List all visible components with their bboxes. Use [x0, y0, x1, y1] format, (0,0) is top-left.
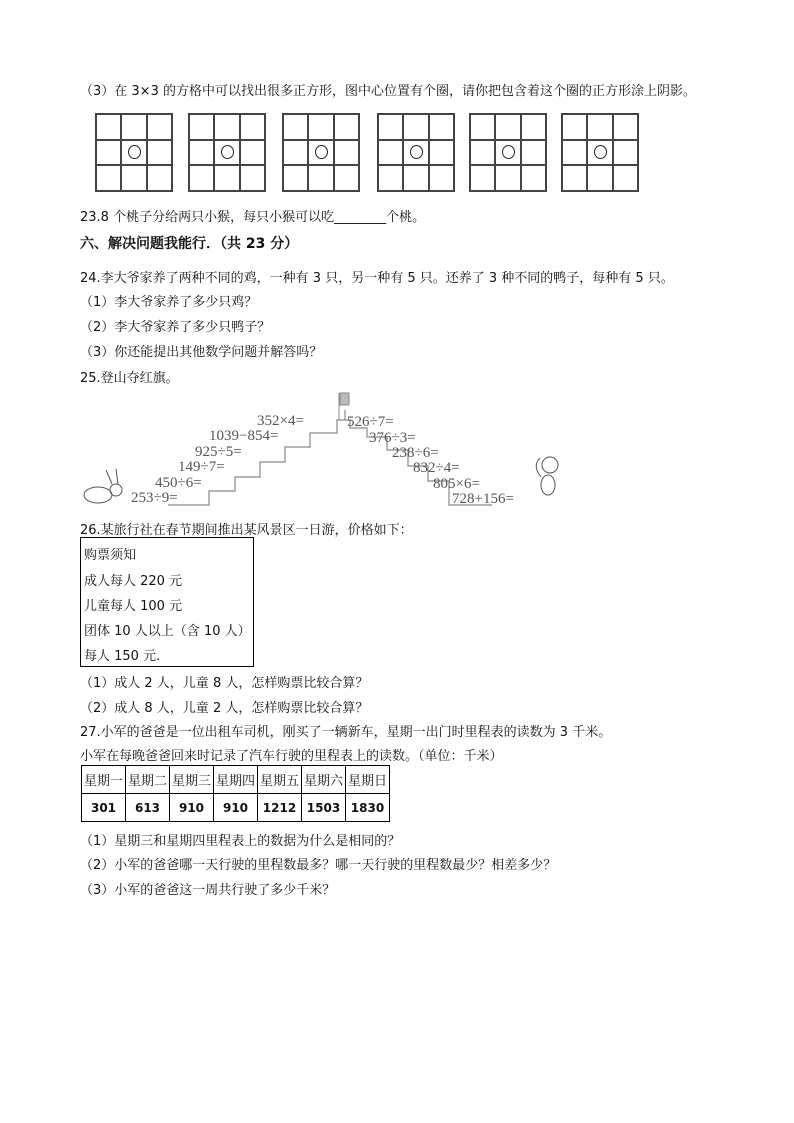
grid-cell[interactable]: [470, 114, 495, 140]
notice-line: 团体 10 人以上（含 10 人）: [84, 624, 251, 639]
grid-cell[interactable]: [587, 165, 612, 191]
grid-cell[interactable]: [562, 140, 587, 166]
grid-cell[interactable]: [521, 114, 546, 140]
grid-cell[interactable]: [429, 114, 454, 140]
question-27: 27.小军的爸爸是一位出租车司机，刚买了一辆新车，星期一出门时里程表的读数为 3 千米。: [80, 725, 612, 740]
grid-3x3[interactable]: [469, 113, 547, 192]
equation: 352×4=: [257, 413, 304, 429]
center-circle-cell[interactable]: [587, 140, 612, 166]
grid-3x3[interactable]: [95, 113, 173, 192]
grid-3x3[interactable]: [377, 113, 455, 192]
grid-cell[interactable]: [334, 114, 359, 140]
notice-line: 每人 150 元．: [84, 649, 170, 664]
grid-cell[interactable]: [378, 140, 403, 166]
equation: 1039−854=: [209, 428, 279, 444]
grid-cell[interactable]: [403, 114, 428, 140]
section-6-title: 六、解决问题我能行．（共 23 分）: [80, 236, 299, 252]
day-header: 星期五: [258, 766, 302, 794]
grid-cell[interactable]: [214, 165, 239, 191]
question-24: 24.李大爷家养了两种不同的鸡，一种有 3 只，另一种有 5 只。还养了 3 种不同的鸭子，每种有 5 只。: [80, 271, 674, 286]
grid-cell[interactable]: [121, 114, 146, 140]
grid-cell[interactable]: [240, 140, 265, 166]
grid-cell[interactable]: [378, 165, 403, 191]
grid-cell[interactable]: [429, 140, 454, 166]
grid-cell[interactable]: [613, 140, 638, 166]
equation: 925÷5=: [195, 444, 242, 460]
day-header: 星期一: [82, 766, 126, 794]
ticket-notice-box: [80, 537, 254, 667]
grid-cell[interactable]: [495, 114, 520, 140]
odometer-value: 613: [126, 794, 170, 822]
equation: 149÷7=: [178, 459, 225, 475]
grid-cell[interactable]: [587, 114, 612, 140]
notice-line: 购票须知: [84, 548, 137, 563]
grid-cell[interactable]: [240, 114, 265, 140]
day-header: 星期二: [126, 766, 170, 794]
grid-cell[interactable]: [521, 140, 546, 166]
grid-cell[interactable]: [308, 114, 333, 140]
grid-cell[interactable]: [308, 165, 333, 191]
grid-cell[interactable]: [470, 165, 495, 191]
day-header: 星期三: [170, 766, 214, 794]
grid-cell[interactable]: [189, 114, 214, 140]
question-25: 25.登山夺红旗。: [80, 371, 179, 386]
grid-cell[interactable]: [613, 165, 638, 191]
grid-3x3[interactable]: [282, 113, 360, 192]
grid-cell[interactable]: [562, 165, 587, 191]
question-27-stem2: 小军在每晚爸爸回来时记录了汽车行驶的里程表上的读数。（单位：千米）: [80, 749, 503, 764]
grid-3x3[interactable]: [188, 113, 266, 192]
notice-line: 儿童每人 100 元: [84, 599, 183, 614]
equation: 450÷6=: [155, 475, 202, 491]
day-header: 星期日: [346, 766, 390, 794]
grid-cell[interactable]: [96, 140, 121, 166]
grid-cell[interactable]: [613, 114, 638, 140]
question-27-3: （3）小军的爸爸这一周共行驶了多少千米？: [80, 883, 336, 898]
grid-cell[interactable]: [147, 165, 172, 191]
day-header: 星期六: [302, 766, 346, 794]
red-flag-icon: [340, 393, 349, 405]
grid-cell[interactable]: [283, 140, 308, 166]
question-26: 26.某旅行社在春节期间推出某风景区一日游，价格如下：: [80, 523, 413, 538]
day-header: 星期四: [214, 766, 258, 794]
odometer-value: 910: [214, 794, 258, 822]
question-24-1: （1）李大爷家养了多少只鸡？: [80, 295, 258, 310]
grid-cell[interactable]: [240, 165, 265, 191]
equation: 805×6=: [433, 476, 480, 492]
grid-cell[interactable]: [147, 114, 172, 140]
grid-cell[interactable]: [334, 140, 359, 166]
equation: 253÷9=: [131, 490, 178, 506]
grid-cell[interactable]: [189, 165, 214, 191]
equation: 526÷7=: [347, 414, 394, 430]
grid-cell[interactable]: [470, 140, 495, 166]
equation: 728+156=: [452, 491, 514, 507]
question-22-3: （3）在 3×3 的方格中可以找出很多正方形，图中心位置有个圈，请你把包含着这个圈的正方形涂上阴影。: [80, 84, 696, 99]
question-27-2: （2）小军的爸爸哪一天行驶的里程数最多？哪一天行驶的里程数最少？相差多少？: [80, 858, 557, 873]
equation: 376÷3=: [369, 430, 416, 446]
equation: 832÷4=: [413, 460, 460, 476]
notice-line: 成人每人 220 元: [84, 574, 183, 589]
center-circle-cell[interactable]: [495, 140, 520, 166]
grid-cell[interactable]: [121, 165, 146, 191]
odometer-value: 1212: [258, 794, 302, 822]
grid-3x3[interactable]: [561, 113, 639, 192]
grid-cell[interactable]: [403, 165, 428, 191]
grid-cell[interactable]: [562, 114, 587, 140]
center-circle-cell[interactable]: [214, 140, 239, 166]
grid-cell[interactable]: [378, 114, 403, 140]
question-27-1: （1）星期三和星期四里程表上的数据为什么是相同的？: [80, 834, 401, 849]
odometer-value: 1503: [302, 794, 346, 822]
center-circle-cell[interactable]: [121, 140, 146, 166]
grid-cell[interactable]: [96, 165, 121, 191]
grid-cell[interactable]: [334, 165, 359, 191]
grid-cell[interactable]: [495, 165, 520, 191]
rabbit-icon: [84, 469, 122, 503]
equation: 238÷6=: [392, 445, 439, 461]
question-24-3: （3）你还能提出其他数学问题并解答吗？: [80, 345, 323, 360]
grid-cell[interactable]: [147, 140, 172, 166]
grid-cell[interactable]: [283, 114, 308, 140]
odometer-value: 1830: [346, 794, 390, 822]
odometer-table: [81, 765, 390, 822]
center-circle-cell[interactable]: [403, 140, 428, 166]
center-circle-cell[interactable]: [308, 140, 333, 166]
odometer-value: 910: [170, 794, 214, 822]
grid-cell[interactable]: [96, 114, 121, 140]
monkey-icon: [536, 457, 558, 495]
odometer-value: 301: [82, 794, 126, 822]
grid-cell[interactable]: [521, 165, 546, 191]
grid-cell[interactable]: [189, 140, 214, 166]
grid-cell[interactable]: [283, 165, 308, 191]
question-23: 23.8 个桃子分给两只小猴，每只小猴可以吃________个桃。: [80, 210, 426, 225]
question-26-1: （1）成人 2 人，儿童 8 人，怎样购票比较合算？: [80, 676, 369, 691]
question-26-2: （2）成人 8 人，儿童 2 人，怎样购票比较合算？: [80, 701, 369, 716]
grid-cell[interactable]: [429, 165, 454, 191]
question-24-2: （2）李大爷家养了多少只鸭子？: [80, 320, 271, 335]
grid-cell[interactable]: [214, 114, 239, 140]
